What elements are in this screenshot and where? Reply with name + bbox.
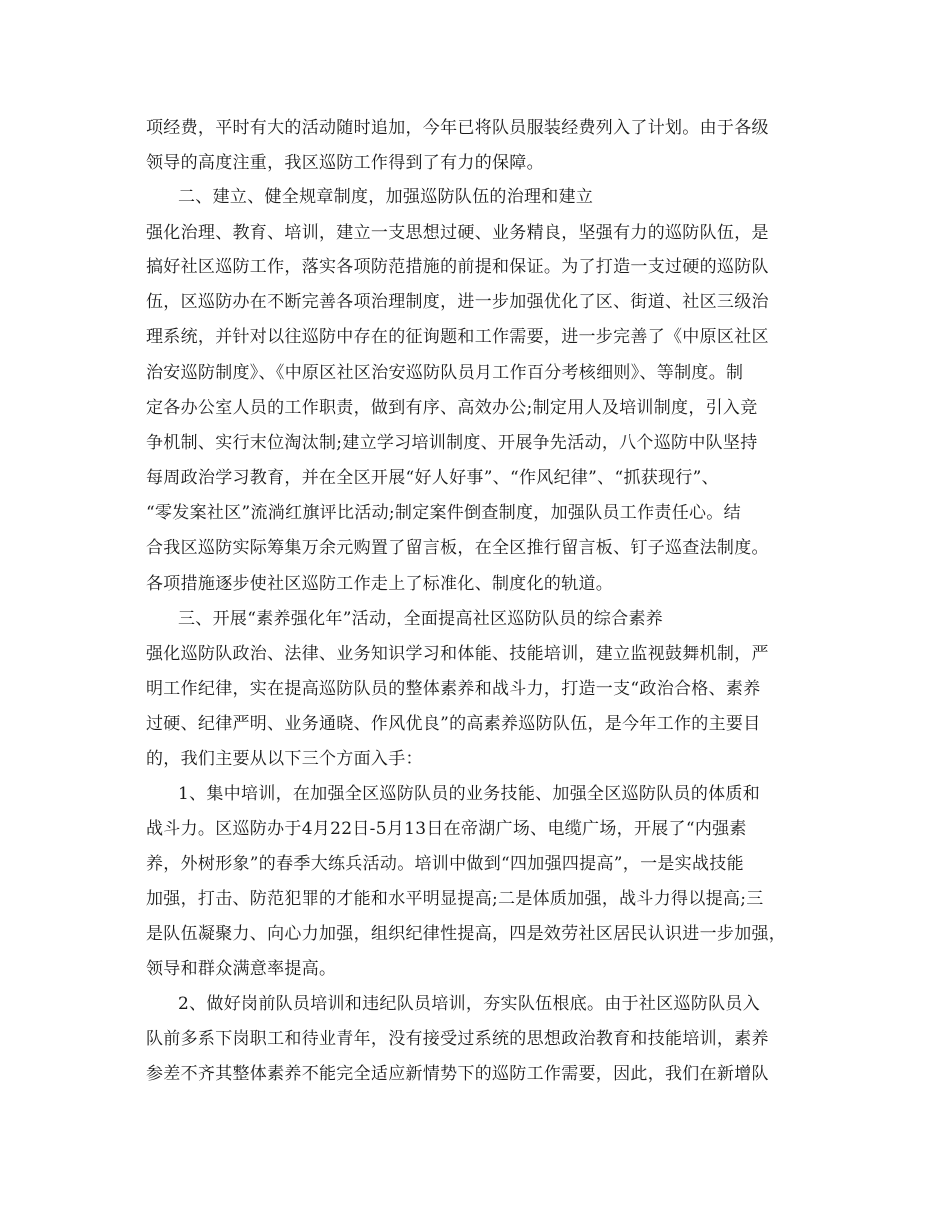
text-line: 领导的高度注重，我区巡防工作得到了有力的保障。 [146, 153, 544, 173]
section-heading: 二、建立、健全规章制度，加强巡防队伍的治理和建立 [178, 187, 594, 207]
text-line: 养，外树形象”的春季大练兵活动。培训中做到“四加强四提高”，一是实战技能 [146, 854, 744, 874]
text-line: 领导和群众满意率提高。 [146, 959, 337, 979]
text-line: 的，我们主要从以下三个方面入手： [146, 749, 423, 769]
text-line: 强化治理、教育、培训，建立一支思想过硬、业务精良，坚强有力的巡防队伍，是 [146, 223, 769, 243]
text-line: 队前多系下岗职工和待业青年，没有接受过系统的思想政治教育和技能培训，素养 [146, 1029, 769, 1049]
text-line: 参差不齐其整体素养不能完全适应新情势下的巡防工作需要，因此，我们在新增队 [146, 1064, 769, 1084]
text-line: 合我区巡防实际筹集万余元购置了留言板，在全区推行留言板、钉子巡查法制度。 [146, 538, 769, 558]
text-line: 过硬、纪律严明、业务通晓、作风优良”的高素养巡防队伍，是今年工作的主要目 [146, 714, 761, 734]
text-line: 理系统，并针对以往巡防中存在的征询题和工作需要，进一步完善了《中原区社区 [146, 327, 769, 347]
text-line: 1、集中培训，在加强全区巡防队员的业务技能、加强全区巡防队员的体质和 [178, 784, 761, 804]
text-line: 加强，打击、防范犯罪的才能和水平明显提高;二是体质加强，战斗力得以提高;三 [146, 889, 764, 909]
text-line: 治安巡防制度》、《中原区社区治安巡防队员月工作百分考核细则》、等制度。制 [146, 363, 744, 383]
text-line: 是队伍凝聚力、向心力加强，组织纪律性提高，四是效劳社区居民认识进一步加强， [146, 924, 787, 944]
text-line: 每周政治学习教育，并在全区开展“好人好事”、“作风纪律”、“抓获现行”、 [146, 468, 719, 488]
text-line: 强化巡防队政治、法律、业务知识学习和体能、技能培训，建立监视鼓舞机制，严 [146, 644, 769, 664]
text-line: “零发案社区”流淌红旗评比活动;制定案件倒查制度，加强队员工作责任心。结 [146, 503, 741, 523]
text-line: 明工作纪律，实在提高巡防队员的整体素养和战斗力，打造一支“政治合格、素养 [146, 679, 761, 699]
text-line: 各项措施逐步使社区巡防工作走上了标准化、制度化的轨道。 [146, 574, 614, 594]
text-line: 定各办公室人员的工作职责，做到有序、高效办公;制定用人及培训制度，引入竞 [146, 398, 758, 418]
text-line: 伍，区巡防办在不断完善各项治理制度，进一步加强优化了区、街道、社区三级治 [146, 292, 769, 312]
text-line: 搞好社区巡防工作，落实各项防范措施的前提和保证。为了打造一支过硬的巡防队 [146, 257, 769, 277]
text-line: 战斗力。区巡防办于4月22日-5月13日在帝湖广场、电缆广场，开展了“内强素 [146, 819, 747, 839]
text-line: 项经费，平时有大的活动随时追加，今年已将队员服装经费列入了计划。由于各级 [146, 118, 769, 138]
section-heading: 三、开展“素养强化年”活动，全面提高社区巡防队员的综合素养 [178, 609, 664, 629]
text-line: 争机制、实行末位淘汰制;建立学习培训制度、开展争先活动，八个巡防中队坚持 [146, 433, 758, 453]
text-line: 2、做好岗前队员培训和违纪队员培训，夯实队伍根底。由于社区巡防队员入 [178, 994, 761, 1014]
